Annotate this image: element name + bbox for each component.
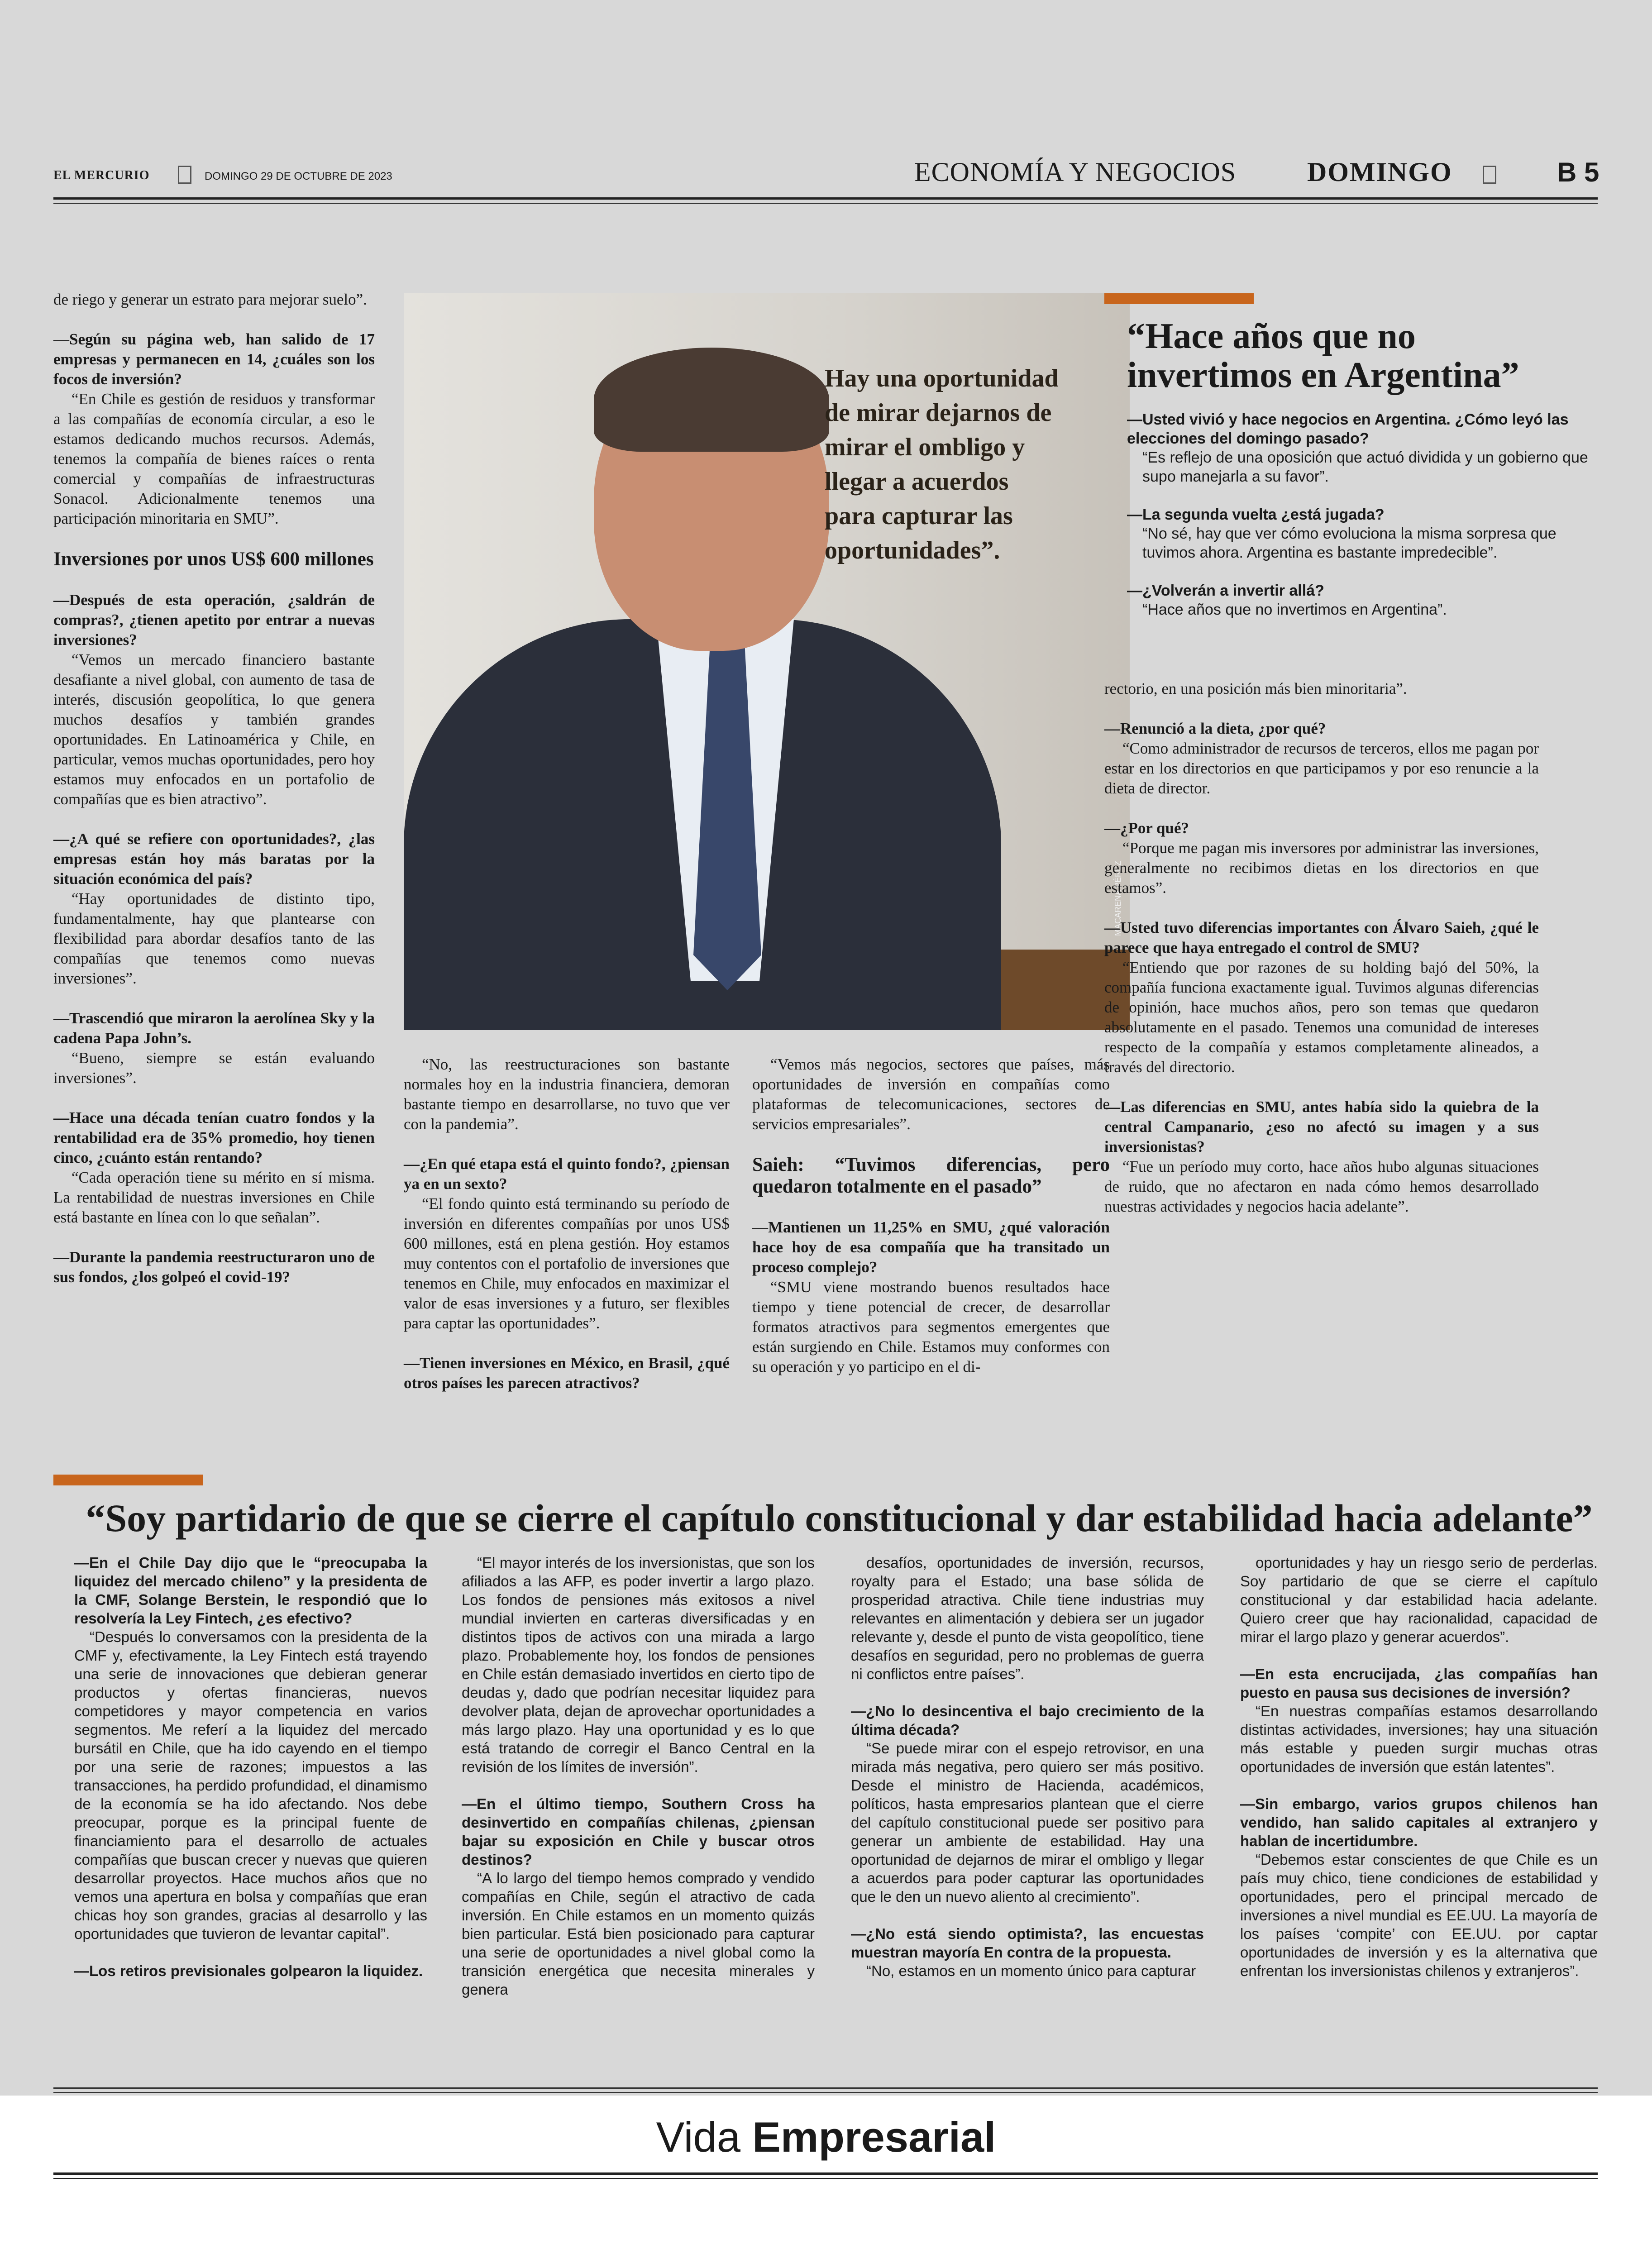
header-box-icon-right [1483, 166, 1496, 184]
section-rule-thin [53, 2092, 1598, 2093]
question: —Trascendió que miraron la aerolínea Sky y la cadena Papa John’s. [53, 1009, 375, 1047]
question: —Durante la pandemia reestructuraron uno de sus fondos, ¿los golpeó el covid-19? [53, 1248, 375, 1286]
header-rule-thin [53, 203, 1598, 204]
lower-column-2 [462, 1553, 815, 1999]
question: —¿Volverán a invertir allá? [1127, 582, 1324, 599]
answer: “No, las reestructuraciones son bastante normales hoy en la industria financiera, demoran bastante tiempo en desarrollarse, no tuvo que ver con la pandemia”. [404, 1055, 730, 1133]
lower-column-4 [1240, 1553, 1598, 1980]
pull-quote: Hay una oportunidad de mirar dejarnos de mirar el ombligo y llegar a acuerdos para capturar las oportunidades”. [825, 364, 1059, 564]
question: —Después de esta operación, ¿saldrán de compras?, ¿tienen apetito por entrar a nuevas inversiones? [53, 591, 375, 649]
day-name: DOMINGO [1307, 157, 1452, 187]
answer: “En nuestras compañías estamos desarrollando distintas actividades, inversiones; hay una situación más estable y pueden surgir muchas otras oportunidades de inversión que están latentes”. [1240, 1703, 1598, 1775]
photo-credit: MACARENA PÉREZ [1113, 860, 1122, 936]
question: —Según su página web, han salido de 17 empresas y permanecen en 14, ¿cuáles son los focos de inversión? [53, 330, 375, 388]
answer: oportunidades y hay un riesgo serio de perderlas. Soy partidario de que se cierre el capítulo constitucional y dar estabilidad hacia adelante. Quiero creer que hay racionalidad, capacidad de mirar el largo plazo y generar acuerdos”. [1240, 1554, 1598, 1645]
subheading: Saieh: “Tuvimos diferencias, pero quedaron totalmente en el pasado” [752, 1154, 1110, 1197]
question: —La segunda vuelta ¿está jugada? [1127, 506, 1385, 523]
answer: “Porque me pagan mis inversores por administrar las inversiones, generalmente no recibimos dietas en los directorios en que estamos”. [1104, 839, 1539, 897]
section-name: ECONOMÍA Y NEGOCIOS [914, 157, 1237, 187]
accent-bar [1104, 293, 1254, 304]
question: —¿No lo desincentiva el bajo crecimiento de la última década? [851, 1703, 1204, 1738]
answer: “SMU viene mostrando buenos resultados hace tiempo y tiene potencial de crecer, de desarrollar formatos atractivos para segmentos emergentes que están surgiendo en Chile. Estamos muy conformes con su operación y yo participo en el di- [752, 1278, 1110, 1375]
paragraph: de riego y generar un estrato para mejorar suelo”. [53, 291, 367, 308]
lower-column-1 [74, 1553, 427, 1980]
question: —¿A qué se refiere con oportunidades?, ¿las empresas están hoy más baratas por la situación económica del país? [53, 830, 375, 888]
question: —Tienen inversiones en México, en Brasil, ¿qué otros países les parecen atractivos? [404, 1354, 730, 1392]
issue-date: DOMINGO 29 DE OCTUBRE DE 2023 [205, 170, 392, 182]
sidebar-box [1127, 410, 1593, 619]
question: —¿Por qué? [1104, 819, 1189, 837]
answer: “Vemos más negocios, sectores que países, más oportunidades de inversión en compañías como plataformas de telecomunicaciones, sectores de servicios empresariales”. [752, 1055, 1110, 1133]
article-column-4 [1104, 679, 1539, 1217]
answer: “Bueno, siempre se están evaluando inversiones”. [53, 1049, 375, 1087]
answer: “El fondo quinto está terminando su período de inversión en diferentes compañías por unos US$ 600 millones, está en plena gestión. Hoy estamos muy contentos con el portafolio de inversiones que tenemos en Chile, muy enfocados en maximizar el valor de esas inversiones y a futuro, ser flexibles para captar las oportunidades”. [404, 1195, 730, 1332]
answer: rectorio, en una posición más bien minoritaria”. [1104, 680, 1407, 697]
answer: “Debemos estar conscientes de que Chile es un país muy chico, tiene condiciones de estabilidad y oportunidades, pero el principal mercado de inversiones a nivel mundial es EE.UU. La mayoría de los países ‘compite’ con EE.UU. por captar oportunidades de inversión y es la alternativa que enfrentan los inversionistas chilenos y extranjeros”. [1240, 1851, 1598, 1979]
question: —En esta encrucijada, ¿las compañías han puesto en pausa sus decisiones de inversión? [1240, 1666, 1598, 1701]
question: —Los retiros previsionales golpearon la liquidez. [74, 1962, 423, 1979]
banner-rule [53, 2172, 1598, 2175]
answer: “Es reflejo de una oposición que actuó dividida y un gobierno que supo manejarla a su favor”. [1142, 449, 1588, 485]
answer: “Hace años que no invertimos en Argentina”. [1142, 601, 1447, 618]
answer: “Vemos un mercado financiero bastante desafiante a nivel global, con aumento de tasa de interés, discusión geopolítica, lo que genera muchos desafíos y también grandes oportunidades. En Latinoamérica y Chile, en particular, vemos muchas oportunidades, pero hoy estamos muy enfocados en un portafolio de compañías que es bien atractivo”. [53, 651, 375, 808]
answer: “Fue un período muy corto, hace años hubo algunas situaciones de ruido, que no afectaron en nada cómo hemos desarrollado nuestras actividades y negocios hacia adelante”. [1104, 1158, 1539, 1215]
article-column-3 [752, 1055, 1110, 1377]
answer: “Se puede mirar con el espejo retrovisor, en una mirada más negativa, pero quiero ser más positivo. Desde el ministro de Hacienda, académicos, políticos, hasta empresarios plantean que el cierre del capítulo constitucional puede ser positivo para generar un ambiente de estabilidad. Hay una oportunidad de dejarnos de mirar el ombligo y llegar a acuerdos para poder capturar las oportunidades que le den un nuevo aliento al crecimiento”. [851, 1740, 1204, 1905]
banner-word-1: Vida [656, 2113, 741, 2161]
section-rule [53, 2087, 1598, 2089]
answer: “Cada operación tiene su mérito en sí misma. La rentabilidad de nuestras inversiones en Chile está bastante en línea con lo que señalan”. [53, 1169, 375, 1226]
accent-bar-2 [53, 1475, 203, 1485]
section-banner [0, 2113, 1652, 2162]
answer: “Entiendo que por razones de su holding bajó del 50%, la compañía funciona exactamente igual. Tuvimos algunas diferencias de opinión, hace muchos años, pero son temas que quedaron absolutamente en el pasado. Tenemos una comunidad de intereses respecto de la compañía y estamos completamente alineados, a través del directorio. [1104, 959, 1539, 1076]
page-number: B 5 [1557, 157, 1599, 187]
newspaper-name: EL MERCURIO [53, 168, 150, 182]
answer: “El mayor interés de los inversionistas, que son los afiliados a las AFP, es poder invertir a largo plazo. Los fondos de pensiones más exitosos a nivel mundial invierten en carteras diversificadas y en distintos tipos de activos con una mirada a largo plazo. Probablemente hoy, los fondos de pensiones en Chile están demasiado invertidos en cierto tipo de deudas y, dado que podrían necesitar liquidez para devolver plata, dejan de aprovechar oportunidades a más largo plazo. Hay una oportunidad y es lo que está tratando de corregir el Banco Central en la revisión de los límites de inversión”. [462, 1554, 815, 1775]
question: —Las diferencias en SMU, antes había sido la quiebra de la central Campanario, ¿eso no afectó su imagen y a sus inversionistas? [1104, 1098, 1539, 1155]
interviewee-photo [404, 293, 1130, 1030]
question: —En el último tiempo, Southern Cross ha desinvertido en compañías chilenas, ¿piensan bajar su exposición en Chile y buscar otros destinos? [462, 1795, 815, 1868]
secondary-headline: “Soy partidario de que se cierre el capítulo constitucional y dar estabilidad hacia adelante” [86, 1496, 1593, 1540]
header-box-icon [178, 166, 191, 184]
photo-hair [594, 348, 829, 452]
answer: desafíos, oportunidades de inversión, recursos, royalty para el Estado; una base sólida de prosperidad atractiva. Chile tiene industrias muy relevantes en alimentación y debiera ser un jugador relevante y, desde el punto de vista geopolítico, tiene desafíos en seguridad, pero no problemas de guerra ni conflictos entre países”. [851, 1554, 1204, 1682]
question: —¿No está siendo optimista?, las encuestas muestran mayoría En contra de la propuesta. [851, 1925, 1204, 1961]
answer: “Como administrador de recursos de terceros, ellos me pagan por estar en los directorios en que participamos y por eso renuncie a la dieta de director. [1104, 740, 1539, 797]
banner-rule-thin [53, 2178, 1598, 2179]
answer: “Después lo conversamos con la presidenta de la CMF y, efectivamente, la Ley Fintech está trayendo una serie de innovaciones que debieran generar productos y ofertas financieras, nuevos competidores y mayor competencia en varios segmentos. Me referí a la liquidez del mercado bursátil en Chile, que ha ido cayendo en el tiempo por una serie de razones; impuestos a las transacciones, ha perdido profundidad, el dinamismo de la economía se ha ido afectando. Nos debe preocupar, porque es la principal fuente de financiamiento para el desarrollo de actuales compañías que buscan crecer y nuevas que quieren desarrollar proyectos. Hace muchos años que no vemos una apertura en bolsa y compañías que eran chicas hoy son grandes, gracias al desarrollo y las oportunidades que tuvieron de levantar capital”. [74, 1628, 427, 1942]
sidebar-title: “Hace años que no invertimos en Argentina” [1127, 316, 1519, 395]
question: —¿En qué etapa está el quinto fondo?, ¿piensan ya en un sexto? [404, 1155, 730, 1193]
header-rule [53, 197, 1598, 200]
answer: “En Chile es gestión de residuos y transformar a las compañías de economía circular, a eso le estamos dedicando muchos recursos. Además, tenemos la compañía de bienes raíces o renta comercial y compañías de infraestructuras Sonacol. Adicionalmente tenemos una participación minoritaria en SMU”. [53, 390, 375, 527]
question: —Usted vivió y hace negocios en Argentina. ¿Cómo leyó las elecciones del domingo pasado? [1127, 411, 1569, 447]
question: —Renunció a la dieta, ¿por qué? [1104, 720, 1326, 737]
answer: “Hay oportunidades de distinto tipo, fundamentalmente, hay que plantearse con flexibilidad para abordar desafíos tanto de las compañías que tenemos como nuevas inversiones”. [53, 890, 375, 987]
article-column-1 [53, 290, 375, 1287]
question: —Mantienen un 11,25% en SMU, ¿qué valoración hace hoy de esa compañía que ha transitado un proceso complejo? [752, 1218, 1110, 1276]
question: —Usted tuvo diferencias importantes con Álvaro Saieh, ¿qué le parece que haya entregado el control de SMU? [1104, 919, 1539, 956]
question: —En el Chile Day dijo que le “preocupaba la liquidez del mercado chileno” y la presidenta de la CMF, Solange Berstein, le respondió que lo resolvería la Ley Fintech, ¿es efectivo? [74, 1554, 427, 1627]
lower-column-3 [851, 1553, 1204, 1980]
answer: “A lo largo del tiempo hemos comprado y vendido compañías en Chile, según el atractivo de cada inversión. En Chile estamos en un momento quizás bien particular. Está bien posicionado para capturar una serie de oportunidades a nivel global como la transición energética que necesita minerales y genera [462, 1870, 815, 1998]
answer: “No sé, hay que ver cómo evoluciona la misma sorpresa que tuvimos ahora. Argentina es bastante impredecible”. [1142, 525, 1557, 561]
question: —Sin embargo, varios grupos chilenos han vendido, han salido capitales al extranjero y hablan de incertidumbre. [1240, 1795, 1598, 1849]
subheading: Inversiones por unos US$ 600 millones [53, 549, 374, 570]
question: —Hace una década tenían cuatro fondos y la rentabilidad era de 35% promedio, hoy tienen cinco, ¿cuánto están rentando? [53, 1109, 375, 1166]
article-column-2 [404, 1055, 730, 1393]
answer: “No, estamos en un momento único para capturar [866, 1962, 1196, 1979]
banner-word-2: Empresarial [752, 2113, 996, 2161]
